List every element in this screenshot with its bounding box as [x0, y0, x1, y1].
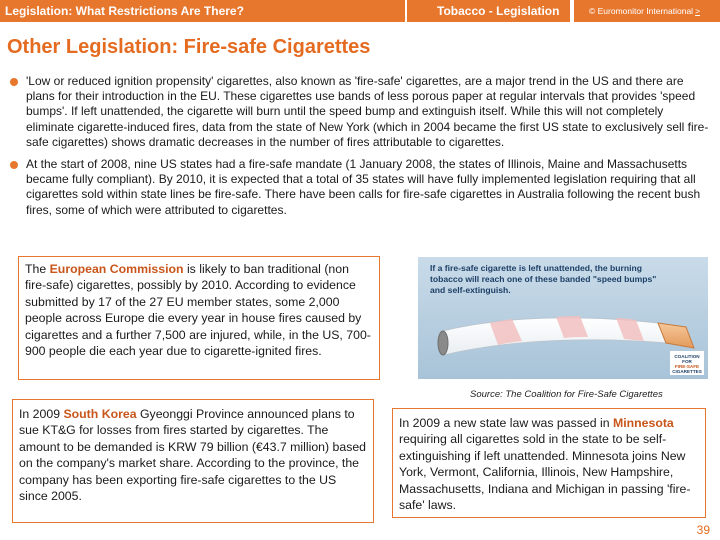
eu-text-post: is likely to ban traditional (non fire-safe) cigarettes, possibly by 2010. According to evidence submitted by 17 of the 27 EU member states, some 2,000 people across Europe die every year in house fires caused by cigarettes and a further 7,500 are injured, while, in the US, 700-900 people die each year due to cigarette-ignited fires. [25, 262, 371, 359]
page-title: Other Legislation: Fire-safe Cigarettes [7, 36, 371, 58]
eu-text-pre: The [25, 262, 50, 276]
korea-highlight: South Korea [63, 407, 137, 421]
logo-text-line-3: FIRE-SAFE [674, 364, 700, 369]
header-topic: Tobacco - Legislation [437, 4, 560, 18]
next-slide-link[interactable]: > [695, 6, 701, 16]
bullet-dot-icon [10, 78, 18, 86]
header-section-title: Legislation: What Restrictions Are There? [5, 4, 244, 18]
bullet-text: 'Low or reduced ignition propensity' cigarettes, also known as 'fire-safe' cigarettes, are a major trend in the US and there are plans for their introduction in the EU. These cigarettes use bands of less porous paper at regular intervals that provides 'speed bumps'. If left unattended, the cigarette will burn until the speed bump and extinguish itself. While this will not completely eliminate cigarette-induced fires, data from the state of New York (which in 2004 became the first US state to exclusively sell fire-safe cigarettes) shows dramatic decreases in the number of fires attributable to cigarettes. [26, 74, 709, 149]
minnesota-callout-box [392, 408, 706, 518]
logo-text-line-4: CIGARETTES [672, 369, 702, 374]
header-topic-segment [405, 0, 570, 22]
korea-callout-box [12, 399, 374, 523]
illustration-caption-line-3: and self-extinguish. [430, 285, 511, 295]
logo-text-line-1: COALITION [674, 354, 700, 359]
korea-text-pre: In 2009 [19, 407, 64, 421]
korea-text-post: Gyeonggi Province announced plans to sue KT&G for losses from fires started by cigarettes. The amount to be demanded is KRW 79 billion (€43.7 million) based on the company's market share. According to the province, the company has been exporting fire-safe cigarettes to the US since 2005. [19, 407, 367, 504]
eu-callout-box [18, 256, 380, 380]
bullet-text: At the start of 2008, nine US states had a fire-safe mandate (1 January 2008, the states of Illinois, Maine and Massachusetts became fully compliant). By 2010, it is expected that a total of 35 states will have fully implemented legislation requiring that all cigarettes sold within state lines be fire-safe. There have been calls for fire-safe cigarettes in Australia following the recent bush fires, some of which were attributed to cigarettes. [26, 157, 701, 217]
bullet-list [10, 74, 710, 218]
minnesota-text-post: requiring all cigarettes sold in the state to be self-extinguishing if left unattended. Minnesota joins New York, Vermont, California, Illinois, New Hampshire, Massachusetts, Indiana and Michigan in passing 'fire-safe' laws. [399, 432, 691, 513]
minnesota-text-pre: In 2009 a new state law was passed in [399, 416, 613, 430]
illustration-caption-line-1: If a fire-safe cigarette is left unattended, the burning [430, 263, 643, 273]
illustration-caption-line-2: tobacco will reach one of these banded "speed bumps" [430, 274, 657, 284]
header-bar [0, 0, 720, 22]
fire-safe-cigarette-illustration [418, 257, 708, 379]
figure-source-caption: Source: The Coalition for Fire-Safe Cigarettes [470, 389, 663, 400]
minnesota-highlight: Minnesota [612, 416, 674, 430]
cigarette-ash-tip [438, 331, 448, 355]
header-copyright-segment [572, 0, 720, 22]
page-number: 39 [696, 523, 710, 537]
bullet-item [10, 74, 710, 150]
bullet-dot-icon [10, 161, 18, 169]
header-copyright-wrap [589, 6, 700, 16]
bullet-item [10, 157, 710, 218]
eu-highlight: European Commission [49, 262, 184, 276]
header-copyright: © Euromonitor International [589, 6, 694, 16]
logo-text-line-2: FOR [682, 359, 692, 364]
illustration-svg [418, 257, 708, 379]
header-section-segment [0, 0, 405, 22]
